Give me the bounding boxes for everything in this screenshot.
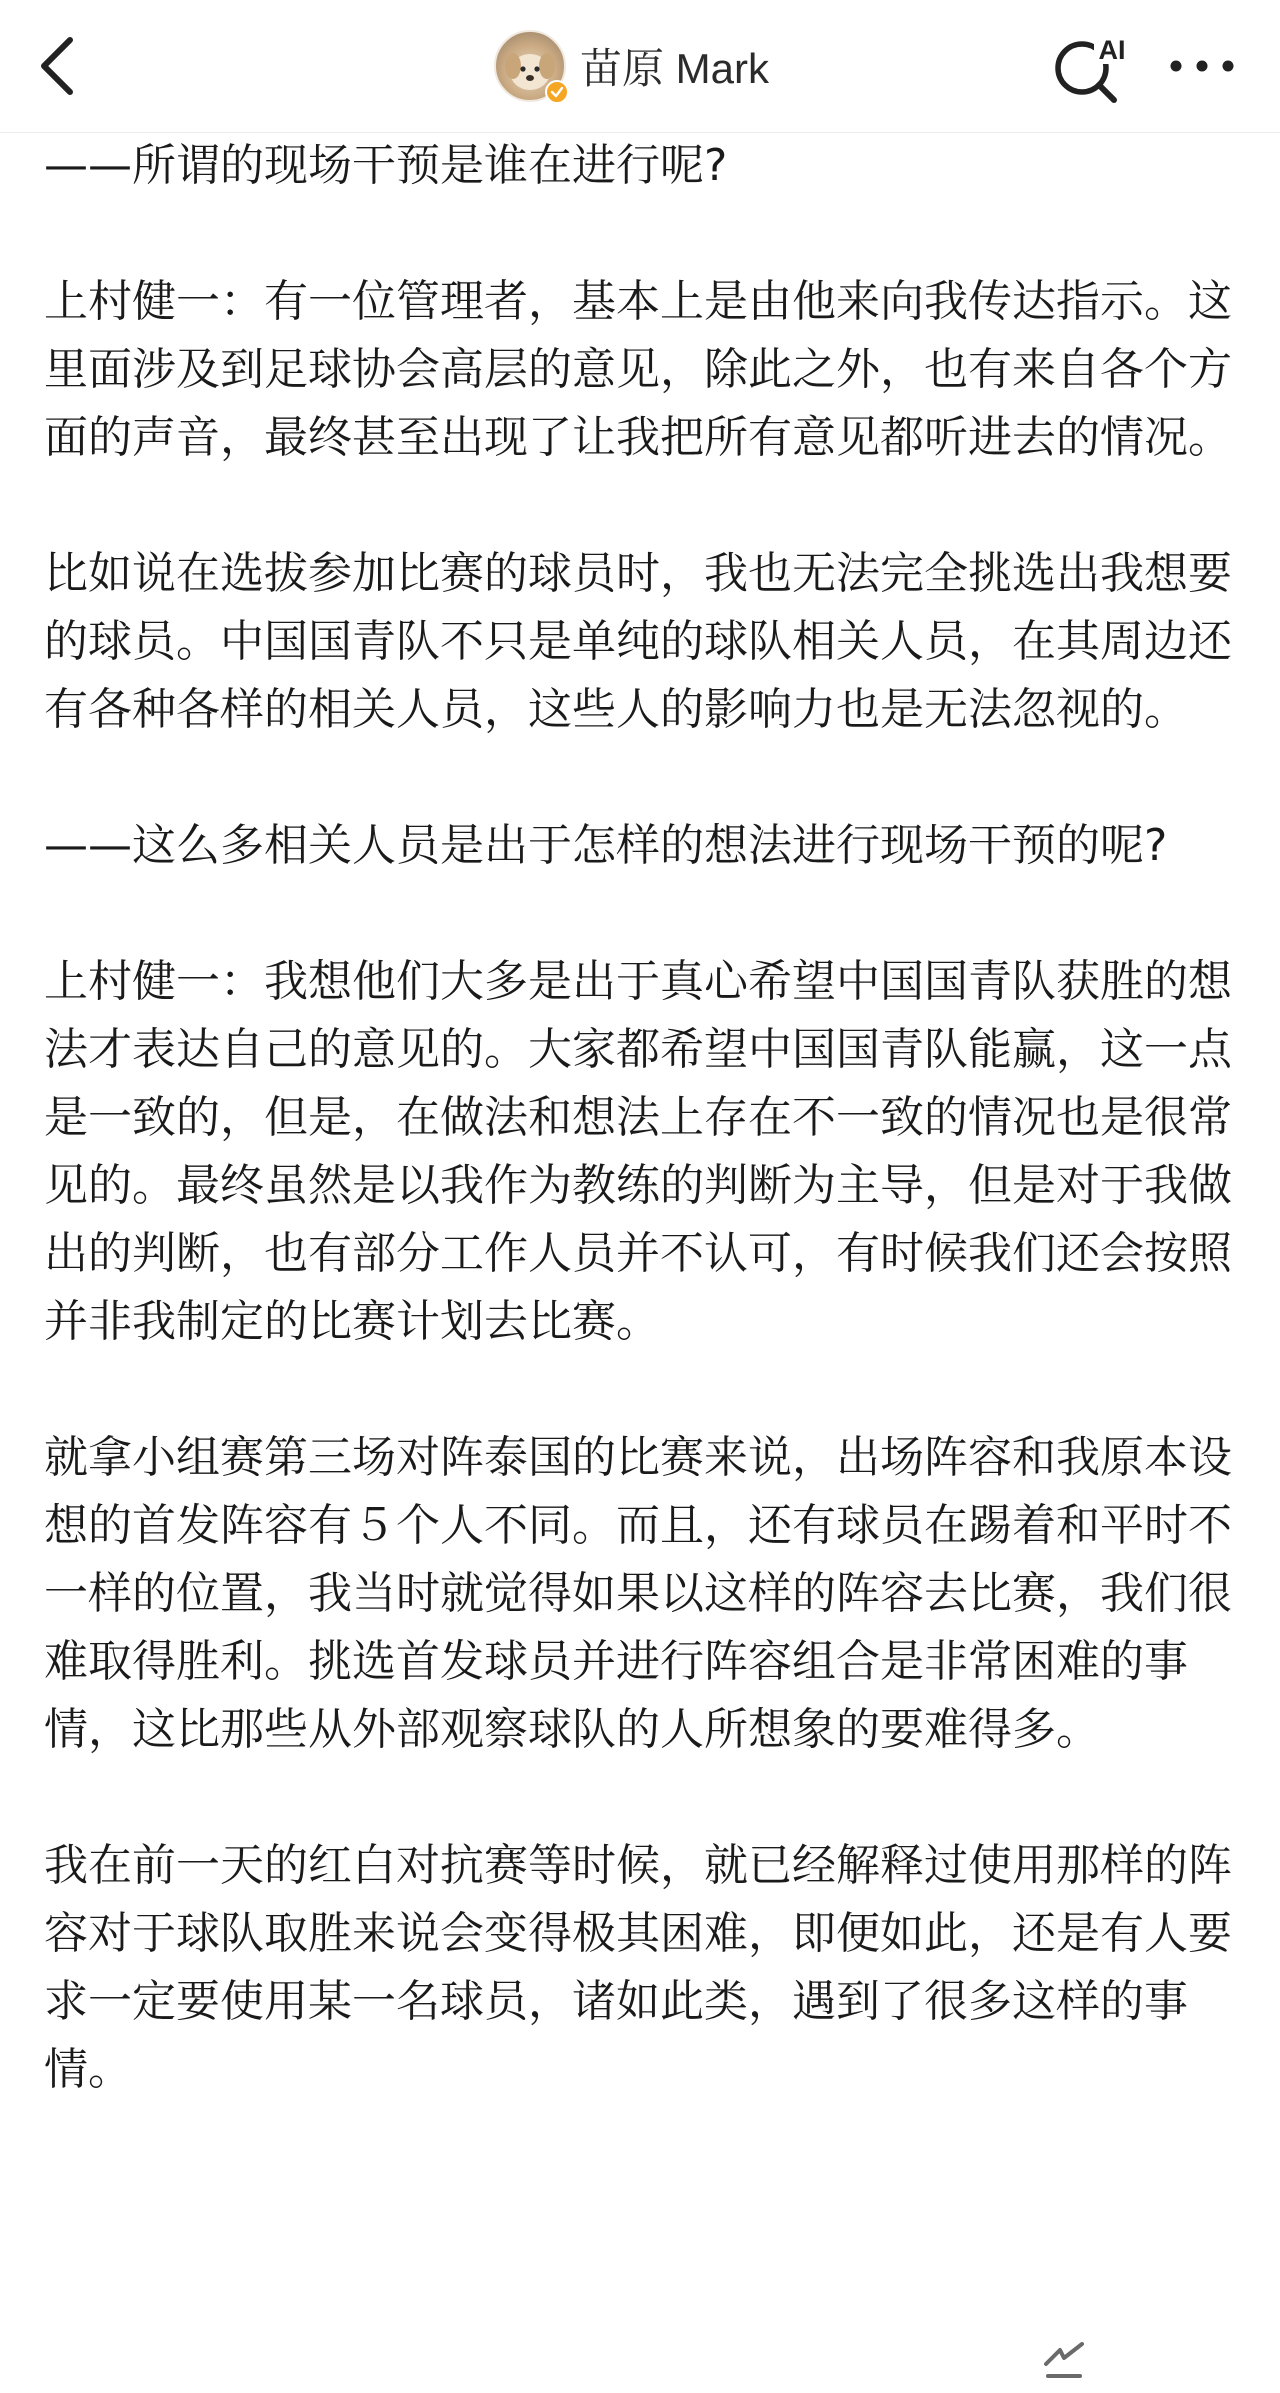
bottom-fade (0, 2310, 1280, 2393)
ai-search-button[interactable] (1052, 28, 1136, 104)
top-bar (0, 0, 1280, 133)
chevron-left-icon (30, 32, 90, 100)
ai-label: AI (1098, 35, 1126, 65)
article-paragraph: 上村健一：我想他们大多是出于真心希望中国国青队获胜的想法才表达自己的意见的。大家都希望中国国青队能赢，这一点是一致的，但是，在做法和想法上存在不一致的情况也是很常见的。最终虽然是以我作为教练的判断为主导，但是对于我做出的判断，也有部分工作人员并不认可，有时候我们还会按照并非我制定的比赛计划去比赛。 (44, 956, 1232, 1347)
avatar[interactable] (494, 30, 566, 102)
article-paragraph: 上村健一：有一位管理者，基本上是由他来向我传达指示。这里面涉及到足球协会高层的意见，除此之外，也有来自各个方面的声音，最终甚至出现了让我把所有意见都听进去的情况。 (44, 276, 1232, 463)
author-name[interactable]: 苗原 Mark (580, 45, 770, 92)
article-paragraph: ——所谓的现场干预是谁在进行呢? (44, 140, 728, 191)
more-dots-icon (1160, 40, 1244, 92)
article-body (44, 132, 1240, 2172)
article-paragraph: ——这么多相关人员是出于怎样的想法进行现场干预的呢? (44, 820, 1168, 871)
back-button[interactable] (30, 32, 90, 100)
verified-badge-icon (545, 80, 569, 104)
author-info[interactable] (494, 26, 769, 106)
article-paragraph: 比如说在选拔参加比赛的球员时，我也无法完全挑选出我想要的球员。中国国青队不只是单纯的球队相关人员，在其周边还有各种各样的相关人员，这些人的影响力也是无法忽视的。 (44, 548, 1232, 735)
article-paragraph: 就拿小组赛第三场对阵泰国的比赛来说，出场阵容和我原本设想的首发阵容有５个人不同。而且，还有球员在踢着和平时不一样的位置，我当时就觉得如果以这样的阵容去比赛，我们很难取得胜利。挑选首发球员并进行阵容组合是非常困难的事情，这比那些从外部观察球队的人所想象的要难得多。 (44, 1432, 1232, 1755)
ai-search-icon (1052, 28, 1136, 104)
more-options-button[interactable] (1160, 40, 1244, 92)
watermark-icon (1042, 2340, 1086, 2380)
article-paragraph: 我在前一天的红白对抗赛等时候，就已经解释过使用那样的阵容对于球队取胜来说会变得极其困难，即便如此，还是有人要求一定要使用某一名球员，诸如此类，遇到了很多这样的事情。 (44, 1840, 1232, 2095)
